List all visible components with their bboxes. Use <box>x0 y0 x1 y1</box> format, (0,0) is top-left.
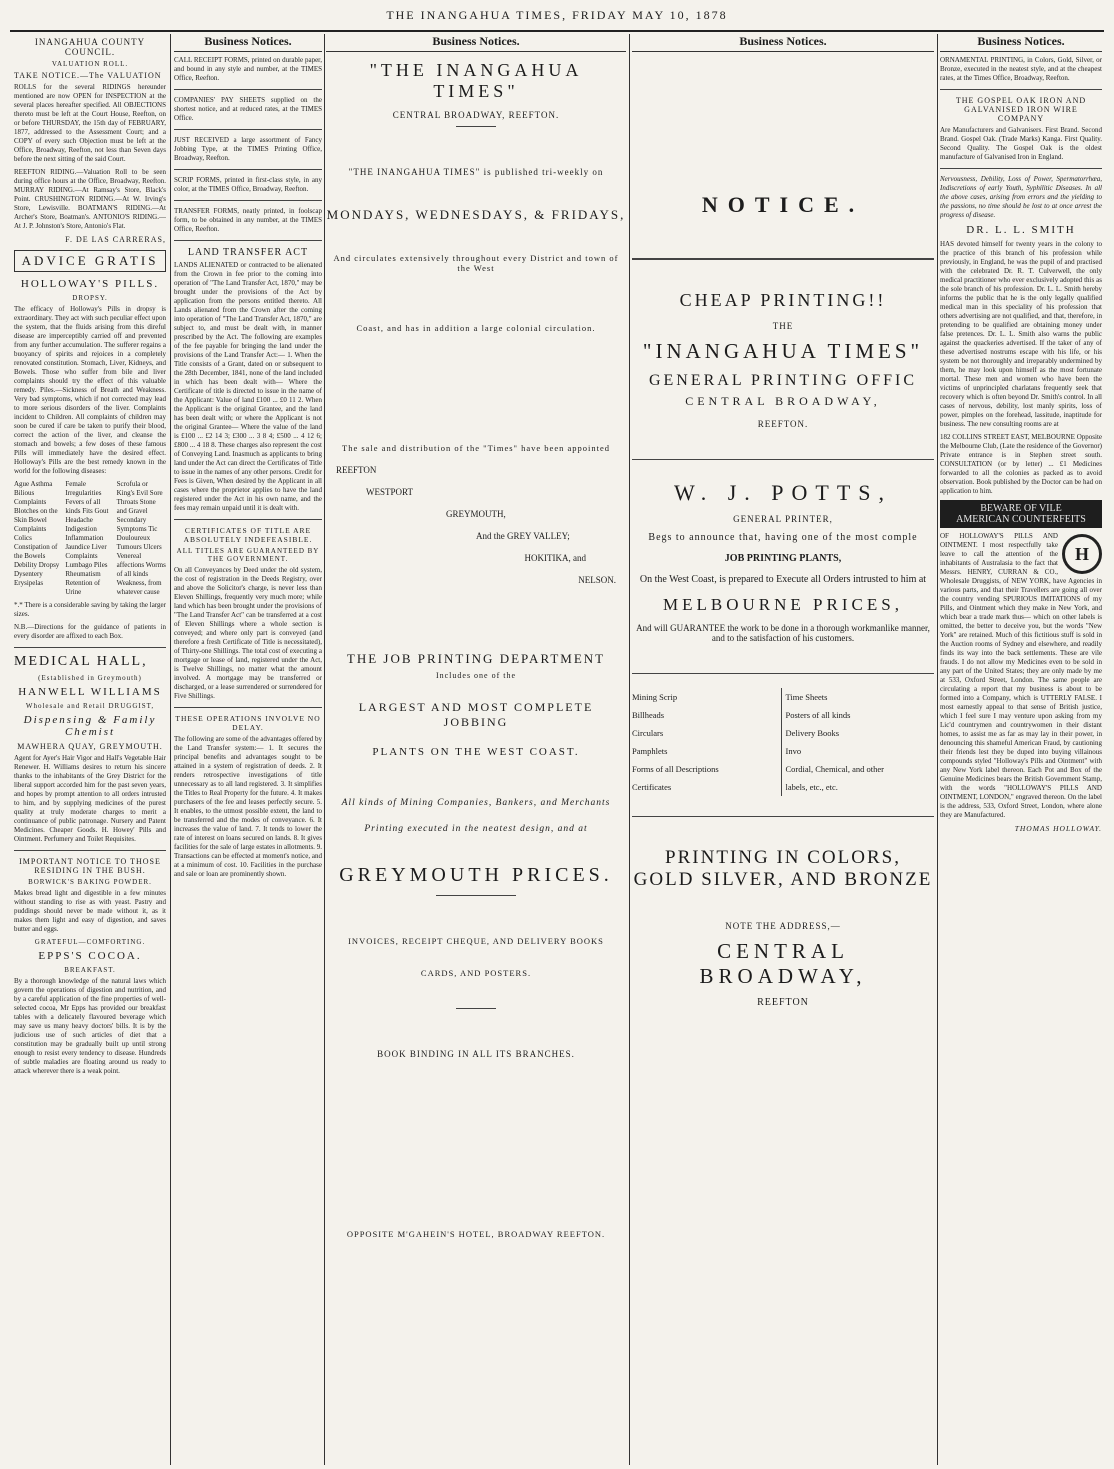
printing-list-right <box>781 688 935 796</box>
williams-name: HANWELL WILLIAMS <box>18 686 162 698</box>
epps-heading: EPPS'S COCOA. <box>38 950 142 962</box>
gospel-text: Are Manufacturers and Galvanisers. First Brand. Second Brand. Gospel Oak. (Trade Marks) Kanga. First Quality. Second Quality. The Gospel Oak is the oldest manufacture of Galvanised Iron in England. <box>940 126 1102 161</box>
printer-line: GENERAL PRINTER, <box>733 514 833 524</box>
divider <box>174 519 322 520</box>
place: REEFTON <box>336 465 377 475</box>
plants-line: PLANTS ON THE WEST COAST. <box>372 746 580 758</box>
opposite-line: OPPOSITE M'GAHEIN'S HOTEL, BROADWAY REEFTON. <box>346 1229 606 1239</box>
smith-heading: DR. L. L. SMITH <box>966 224 1076 236</box>
column-2 <box>174 34 322 1465</box>
the-line: THE <box>772 321 794 331</box>
list-item: Invo <box>785 746 802 756</box>
column-divider <box>324 34 325 1465</box>
published-line: "THE INANGAHUA TIMES" is published tri-weekly on <box>348 167 604 177</box>
places-list <box>326 459 626 591</box>
beware-line: BEWARE OF VILE <box>980 503 1062 514</box>
list-item: Forms of all Descriptions <box>632 764 719 774</box>
signature: F. DE LAS CARRERAS, <box>65 235 166 244</box>
valuation-heading: VALUATION ROLL. <box>51 60 129 68</box>
holloway-trademark-icon: H <box>1062 534 1102 574</box>
printing-list <box>632 688 934 796</box>
holloway-warning-text: OF HOLLOWAY'S PILLS AND OINTMENT. I most respectfully take leave to call the attention of the inhabitants of Australasia to the fact that Messrs. HENRY, CURRAN & CO., Wholesale Druggists, of NEW YORK, have Agencies in various parts, and that their Travellers are going all over the country vending SPURIOUS IMITATIONS of my Pills, and Ointment which they make in New York, and which bear a trade mark thus— which on other labels is omitted, the better to deceive you, but the words "New York" are retained. Much of this fictitious stuff is sold in the Auction rooms of Sydney and elsewhere, and readily finds its way into the back settlements. These are vile frauds. I do not allow my Medicines even to be sold in any part of the United States; they are only made by me at 533, Oxford Street, London. The same people are circulating a report that my business is about to be formed into a Company, which is UTTERLY FALSE. I most earnestly appeal to that sense of British justice, which I feel sure I may venture upon asking from my Lic'd countrymen and countrywomen in their distant homes, to assist me as far as may lay in their power, in denouncing this shameful American Fraud, by cautioning their friends lest they be duped into buying villainous compounds styled "Holloway's Pills and Ointment" with any New York label thereon. Each Pot and Box of the Genuine Medicines bears the British Government Stamp, with the words "HOLLOWAY'S PILLS AND OINTMENT, LONDON," engraved thereon. On the label is the address, 533, Oxford Street, London, where alone they are Manufactured. <box>940 532 1102 819</box>
note-line: NOTE THE ADDRESS,— <box>725 921 841 931</box>
divider <box>632 673 934 674</box>
divider <box>456 1008 496 1009</box>
ad-pay-sheets: COMPANIES' PAY SHEETS supplied on the shortest notice, and at reduced rates, at the TIMES Office. <box>174 96 322 122</box>
paper-title: "THE INANGAHUA TIMES" <box>369 60 583 101</box>
reefton-line: REEFTON <box>757 997 809 1008</box>
guarantee-line: And will GUARANTEE the work to be done in a thorough workmanlike manner, and to the satisfaction of his customers. <box>636 623 930 643</box>
breakfast-heading: BREAKFAST. <box>64 966 116 974</box>
established-line: (Established in Greymouth) <box>38 674 142 682</box>
column-3 <box>326 34 626 1465</box>
druggist-line: Wholesale and Retail DRUGGIST, <box>25 702 155 710</box>
diseases-column: Female Irregularities Fevers of all kinds Fits Gout Headache Indigestion Inflammation Jaundice Liver Complaints Lumbago Piles Rheumatism Retention of Urine <box>65 480 109 596</box>
holloway-heading: HOLLOWAY'S PILLS. <box>20 278 160 290</box>
place: WESTPORT <box>366 487 413 497</box>
column-header: Business Notices. <box>174 34 322 52</box>
smith-text: HAS devoted himself for twenty years in the colony to the practice of this branch of his profession while previously, in England, he was the pupil of and practised with the celebrated Dr. R. T. Culverwell, the only medical practitioner who ever exclusively adopted this as the sole branch of his profession. Dr. L. L. Smith hereby informs the public that he is the only legally qualified medical man in this speciality of his profession that others advertising are not qualified, and that, therefore, in pretending to be qualified are obtaining money under false pretences. Dr. L. L. Smith also warns the public against the quackeries advertised. If the taker of any of these advertised nostrums escape with his life, or his system be not thoroughly and irreparably undermined by them, he may look upon himself as the most fortunate mortal. These men and women who have been the victims of unprincipled charlatans frequently seek that recovery which is often beyond Dr. Smith's control. In all cases of nervous, debility, lost manly spirits, loss of power, pimples on the forehead, lassitude, inaptitude for business. The new consulting rooms are at <box>940 240 1102 428</box>
circulates-line: And circulates extensively throughout every District and town of the West <box>333 253 619 273</box>
williams-address: MAWHERA QUAY, GREYMOUTH. <box>17 742 163 751</box>
operations-heading: THESE OPERATIONS INVOLVE NO DELAY. <box>175 714 321 732</box>
central-broadway: CENTRAL BROADWAY, <box>685 394 881 408</box>
divider <box>174 89 322 90</box>
diseases-column: Ague Asthma Bilious Complaints Blotches on the Skin Bowel Complaints Colics Constipation of the Bowels Debility Dropsy Dysentery Erysipelas <box>14 480 60 587</box>
list-item: Delivery Books <box>785 728 840 738</box>
ad-jobbing-type: JUST RECEIVED a large assortment of Fancy Jobbing Type, at the TIMES Printing Office, Broadway, Reefton. <box>174 136 322 162</box>
notice-title: TAKE NOTICE.—The VALUATION <box>14 71 162 80</box>
printing-executed-line: Printing executed in the neatest design, and at <box>364 824 588 834</box>
column-1 <box>14 34 166 1465</box>
list-item: Posters of all kinds <box>785 710 851 720</box>
begs-line: Begs to announce that, having one of the most comple <box>648 532 918 543</box>
divider <box>174 129 322 130</box>
footnote: N.B.—Directions for the guidance of patients in every disorder are affixed to each Box. <box>14 623 166 640</box>
column-divider <box>170 34 171 1465</box>
list-item: Cordial, Chemical, and other <box>785 764 884 774</box>
divider <box>174 240 322 241</box>
certificates-text: On all Conveyances by Deed under the old system, the cost of registration in the Deeds Registry, over and above the Solicitor's charge, is never less than Eleven Shillings, frequently very much more; while land which has been brought under the provisions of "The Land Transfer Act" can be transferred at a cost of Eleven Shillings where a whole section is conveyed; and where only part is conveyed (and therefore a fresh Certificate of Title is necessitated), of Thirty-one Shillings. The total cost of executing a mortgage or lease of land, registered under the Act, is Twelve Shillings, no matter what the amount involved. A mortgage may be transferred or discharged, or a lease surrendered or surrendered for Five Shillings. <box>174 566 322 700</box>
notice-text: ROLLS for the several RIDINGS hereunder mentioned are now OPEN for INSPECTION at the several places hereafter specified. All OBJECTIONS thereto must be left at the Court House, Reefton, on or before THURSDAY, the 15th day of FEBRUARY, 1877, addressed to the Assessment Court; and a COPY of every such Objection must be left at the Office, Broadway, Reefton, not less than Seven days before the next sitting of the said Court. <box>14 83 166 163</box>
cards-line: CARDS, AND POSTERS. <box>420 968 532 978</box>
counterfeits-line: AMERICAN COUNTERFEITS <box>956 514 1086 525</box>
footnote: *.* There is a considerable saving by taking the larger sizes. <box>14 601 166 618</box>
paper-address: CENTRAL BROADWAY, REEFTON. <box>392 110 560 120</box>
list-item: Certificates <box>632 782 672 792</box>
greymouth-prices: GREYMOUTH PRICES. <box>339 864 613 886</box>
divider <box>632 258 934 260</box>
holloway-signature: THOMAS HOLLOWAY. <box>1014 824 1102 833</box>
ad-transfer-forms: TRANSFER FORMS, neatly printed, in foolscap form, to be obtained in any number, at the TIMES Office, Reefton. <box>174 207 322 233</box>
list-item: Billheads <box>632 710 665 720</box>
medical-hall-heading: MEDICAL HALL, <box>14 654 148 669</box>
bookbinding-line: BOOK BINDING IN ALL ITS BRANCHES. <box>377 1049 575 1059</box>
smith-address: 182 COLLINS STREET EAST, MELBOURNE Opposite the Melbourne Club, (Late the residence of the Governor) Private entrance is in Stephen street south. CONSULTATION (or by letter) ... £1 Medicines forwarded to all the colonies as packed as to avoid observation. Book published by the Doctor can be had on application to him. <box>940 433 1102 495</box>
west-coast-line: On the West Coast, is prepared to Execute all Orders intrusted to him at <box>639 574 927 585</box>
divider <box>174 200 322 201</box>
melbourne-prices: MELBOURNE PRICES, <box>663 595 903 614</box>
masthead: THE INANGAHUA TIMES, FRIDAY MAY 10, 1878 <box>386 8 728 22</box>
cheap-printing: CHEAP PRINTING!! <box>679 290 887 310</box>
largest-line: LARGEST AND MOST COMPLETE JOBBING <box>358 700 594 729</box>
divider <box>456 126 496 127</box>
council-heading: INANGAHUA COUNTY COUNCIL. <box>34 37 146 57</box>
grateful-heading: GRATEFUL—COMFORTING. <box>34 938 146 946</box>
ad-receipt-forms: CALL RECEIPT FORMS, printed on durable paper, and bound in any style and number, at the TIMES Office, Reefton. <box>174 56 322 82</box>
gospel-heading: THE GOSPEL OAK IRON AND GALVANISED IRON WIRE COMPANY <box>955 96 1087 123</box>
borwick-text: Makes bread light and digestible in a few minutes without standing to rise as with yeast. Pastry and puddings should never be made without it, as it makes them light and easy of digestion, and saves butter and eggs. <box>14 889 166 933</box>
notice-heading: NOTICE. <box>701 192 865 217</box>
list-item: Pamphlets <box>632 746 668 756</box>
beware-banner <box>940 500 1102 528</box>
masthead-rule <box>10 30 1104 32</box>
dispensing-line: Dispensing & Family Chemist <box>23 714 157 738</box>
list-item: Time Sheets <box>785 692 828 702</box>
list-item: Circulars <box>632 728 664 738</box>
job-dept-heading: THE JOB PRINTING DEPARTMENT <box>346 651 606 666</box>
divider <box>14 850 166 851</box>
place: GREYMOUTH, <box>446 509 506 519</box>
advice-heading: ADVICE GRATIS <box>14 250 166 272</box>
plants-line: JOB PRINTING PLANTS, <box>724 553 842 564</box>
place: And the GREY VALLEY; <box>476 531 570 541</box>
divider <box>940 168 1102 169</box>
column-header: Business Notices. <box>632 34 934 52</box>
ridings-text: REEFTON RIDING.—Valuation Roll to be seen during office hours at the Office, Broadway, Reefton. MURRAY RIDING.—At Ramsay's Store, Black's Point. CRUSHINGTON RIDING.—At W. Irving's Store, Lewisville. BOATMAN'S RIDING.—At Archer's Store, Boatman's. ANTONIO'S RIDING.—At J. P. Johnston's Store, Antonio's Flat. <box>14 168 166 230</box>
guaranteed-heading: ALL TITLES ARE GUARANTEED BY THE GOVERNMENT. <box>176 547 320 563</box>
diseases-column: Scrofula or King's Evil Sore Throats Stone and Gravel Secondary Symptoms Tic Douloureux Tumours Ulcers Venereal affections Worms of all kinds Weakness, from whatever cause <box>116 480 166 596</box>
holloway-text: The efficacy of Holloway's Pills in dropsy is extraordinary. They act with such peculiar effect upon the system, that the fluids arising from this direful disease are imperceptibly carried off and prevented from any further accumulation. The sufferer regains a buoyancy of spirits and rejoices in a completely renovated constitution. Stomach, Liver, Kidneys, and Bowels. Those who suffer from bile and liver complaints should try the effect of this valuable remedy. Piles.—Sickness of Breath and Weakness. Very bad symptoms, which if not corrected may lead to more serious disorders of the liver. Complaints incident to Children. All complaints of children may soon be cured if care be taken to purify their blood, correct the action of the liver, and cleanse the stomach and bowels; a few doses of these famous Pills will immediately have the desired effect. Holloway's Pills are the best remedy known in the world for the following diseases: <box>14 305 166 475</box>
days-line: MONDAYS, WEDNESDAYS, & FRIDAYS, <box>326 207 626 222</box>
divider <box>632 459 934 460</box>
times-title: "INANGAHUA TIMES" <box>642 339 924 363</box>
land-transfer-heading: LAND TRANSFER ACT <box>187 247 309 258</box>
includes-line: Includes one of the <box>435 671 517 680</box>
list-item: Mining Scrip <box>632 692 678 702</box>
central-broadway-big: CENTRAL BROADWAY, <box>699 939 867 988</box>
place: HOKITIKA, and <box>524 553 586 563</box>
diseases-list <box>14 480 166 601</box>
divider <box>174 707 322 708</box>
column-5 <box>940 34 1102 1465</box>
potts-name: W. J. POTTS, <box>673 480 893 505</box>
column-divider <box>629 34 630 1465</box>
printing-list-left <box>632 688 781 796</box>
column-4 <box>632 34 934 1465</box>
column-header: Business Notices. <box>940 34 1102 52</box>
place: NELSON. <box>578 575 616 585</box>
divider <box>14 647 166 648</box>
dropsy-heading: DROPSY. <box>72 294 108 302</box>
epps-text: By a thorough knowledge of the natural laws which govern the operations of digestion and nutrition, and by a careful application of the fine properties of well-selected cocoa, Mr Epps has provided our breakfast tables with a delicately flavoured beverage which may save us many heavy doctors' bills. It is by the judicious use of such articles of diet that a constitution may be gradually built up until strong enough to resist every tendency to disease. Hundreds of subtle maladies are floating around us ready to attack wherever there is a weak point. <box>14 977 166 1075</box>
divider <box>174 169 322 170</box>
all-kinds-line: All kinds of Mining Companies, Bankers, and Merchants <box>341 798 611 808</box>
sale-line: The sale and distribution of the "Times" have been appointed <box>342 443 610 453</box>
divider <box>436 895 516 896</box>
certificates-heading: CERTIFICATES OF TITLE ARE ABSOLUTELY INDEFEASIBLE. <box>183 526 313 544</box>
column-header: Business Notices. <box>326 34 626 52</box>
land-transfer-text: LANDS ALIENATED or contracted to be alienated from the Crown in fee prior to the coming into operation of "The Land Transfer Act, 1870," may be brought under the provisions of the Act by application from the persons entitled thereto. All Lands alienated from the Crown after the coming into operation of "The Land Transfer Act, 1870," are subject to, and must be dealt with, in manner prescribed by the Act. The following are examples of the fee payable for bringing the land under the provisions of the Land Transfer Act:— 1. When the Title consists of a Grant, dated on or subsequent to the 28th December, 1841, none of the land included in which has been dealt with— Where the Certificate of title is directed to issue in the name of the Applicant: Value of land £100 ... £0 11 2. When the Applicant is the original Grantee, and the land has been dealt with; or where the Applicant is not the original Grantee— Where the value of the land is £100 ... £2 14 3; £300 ... 3 8 4; £500 ... 4 12 6; £800 ... 4 18 8. These charges also represent the cost of Conveying Land. Inasmuch as applicants to bring land under the Act can direct the Certificates of Title to issue in the names of any other persons. Credit for Fees is Given, When desired by the Applicant in all cases where the proprietor applies to have the land registered under the Act in his own name, and the fees may remain unpaid until it is dealt with. <box>174 261 322 512</box>
ad-scrip-forms: SCRIP FORMS, printed in first-class style, in any color, at the TIMES Office, Broadway, Reefton. <box>174 176 322 193</box>
divider <box>940 89 1102 90</box>
important-heading: IMPORTANT NOTICE TO THOSE RESIDING IN THE BUSH. <box>19 857 161 875</box>
general-printing: GENERAL PRINTING OFFIC <box>648 372 918 389</box>
invoices-line: INVOICES, RECEIPT CHEQUE, AND DELIVERY BOOKS <box>348 936 604 946</box>
colors-line: PRINTING IN COLORS, GOLD SILVER, AND BRONZE <box>633 847 933 890</box>
ornamental-ad: ORNAMENTAL PRINTING, in Colors, Gold, Silver, or Bronze, executed in the neatest style, and at the cheapest rates, at the Times Office, Broadway, Reefton. <box>940 56 1102 82</box>
column-divider <box>937 34 938 1465</box>
coast-line: Coast, and has in addition a large colonial circulation. <box>356 323 596 333</box>
list-item: labels, etc., etc. <box>785 782 838 792</box>
operations-text: The following are some of the advantages offered by the Land Transfer system:— 1. It secures the principal benefits and advantages sought to be attained in a system of registration of deeds. 2. It renders retrospective investigations of title unnecessary as to all land registered. 3. It simplifies the Titles to Real Property for the future. 4. It makes purchasers of the fee and leases perfectly secure. 5. It enables, to the utmost possible extent, the land to be transferred and the modes of conveyance. 6. It increases the value of land. 7. It tends to lower the rate of interest on loans secured on lands. 8. It gives facilities for the sale of large estates in allotments. 9. Transactions can be effected at moment's notice, and at a minimum of cost. 10. Facilities in the purchase and sale or loan are prominently shown. <box>174 735 322 878</box>
nervousness-text: Nervousness, Debility, Loss of Power, Spermatorrhœa, Indiscretions of early Youth, Syphilitic Diseases. In all the above cases, arising from errors and the yielding to the passions, no time should be lost to at once arrest the progress of disease. <box>940 175 1102 219</box>
reefton-line: REEFTON. <box>757 419 809 429</box>
williams-text: Agent for Ayer's Hair Vigor and Hall's Vegetable Hair Renewer. H. Williams desires to return his sincere thanks to the inhabitants of the Grey District for the liberal support accorded him for the past seven years, and hopes by prompt attention to all orders intrusted to him, and by supplying medicines of the purest quality at truly moderate charges to merit a continuance of public patronage. Nursery and Patent Medicines. Cheaper Goods. H. Howey' Pills and Ointment. Perfumery and Toilet Requisites. <box>14 754 166 843</box>
divider <box>632 816 934 817</box>
borwick-heading: BORWICK'S BAKING POWDER. <box>28 878 152 886</box>
